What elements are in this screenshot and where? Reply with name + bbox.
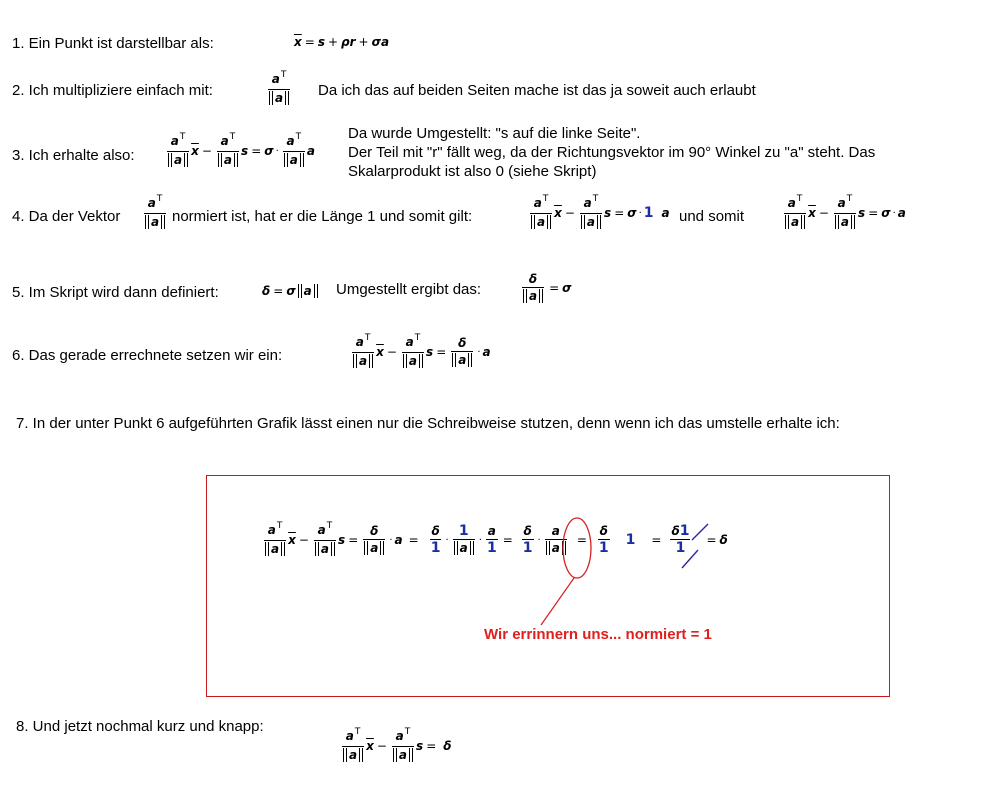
note-text: Wir errinnern uns... normiert = 1 <box>484 626 712 643</box>
formula-5-definition: δ = σ a <box>262 284 318 298</box>
line-7: 7. In der unter Punkt 6 aufgeführten Grafik lässt einen nur die Schreibweise stutzen, denn wenn ich das umstelle erhalte ich: <box>16 415 840 432</box>
line-1: 1. Ein Punkt ist darstellbar als: <box>12 35 214 52</box>
line-3-comment-3: Skalarprodukt ist also 0 (siehe Skript) <box>348 163 597 180</box>
formula-2: $\frac{a^T}{a}$ <box>266 72 292 106</box>
line-4-middle: normiert ist, hat er die Länge 1 und somit gilt: <box>172 208 473 225</box>
line-2-label: 2. Ich multipliziere einfach mit: <box>12 82 213 99</box>
line-3-label: 3. Ich erhalte also: <box>12 147 135 164</box>
formula-1: $\overline{x}$ = s + ρ r + σ a <box>294 35 390 49</box>
line-3-comment-2: Der Teil mit "r" fällt weg, da der Richtungsvektor im 90° Winkel zu "a" steht. Das <box>348 144 876 161</box>
strike-mark-bottom <box>682 550 698 568</box>
line-5-comment: Umgestellt ergibt das: <box>336 281 482 298</box>
line-3-comment-1: Da wurde Umgestellt: "s auf die linke Seite". <box>348 125 641 142</box>
formula-3: $\frac{a^T}{a}$ $\overline{x}$ − $\frac{a^T}{a}$ s = σ · $\frac{a^T}{a}$ a <box>165 134 315 168</box>
line-2-comment: Da ich das auf beiden Seiten mache ist das ja soweit auch erlaubt <box>318 82 756 99</box>
circled-fraction: $\frac{a}{a}$ <box>545 524 567 556</box>
formula-8: $\frac{a^T}{a}$ $\overline{x}$ − $\frac{a^T}{a}$ s = δ <box>340 729 452 763</box>
formula-7: $\frac{a^T}{a}$ $\overline{x}$ − $\frac{a^T}{a}$ s = $\frac{\delta}{a}$ · a = $\frac{\delta}{1}$ · $\frac{1}{a}$ · $\frac{a}{1}$ = $\frac{\delta}{1}$ · $\frac{a}{a}$ = $\frac{\delta}{1}$ 1 = $\frac{\delta 1}{1}$ = δ <box>262 523 728 557</box>
strike-mark-top <box>692 524 708 540</box>
line-4-end: und somit <box>679 208 745 225</box>
highlight-circle <box>563 518 591 578</box>
formula-4-vector: $\frac{a^T}{a}$ <box>142 196 168 230</box>
line-4-label: 4. Da der Vektor <box>12 208 121 225</box>
line-5-label: 5. Im Skript wird dann definiert: <box>12 284 219 301</box>
formula-6: $\frac{a^T}{a}$ $\overline{x}$ − $\frac{a^T}{a}$ s = $\frac{\delta}{a}$ · a <box>350 335 491 369</box>
formula-5-rearranged: $\frac{\delta}{a}$ = σ <box>520 272 572 304</box>
line-8: 8. Und jetzt nochmal kurz und knapp: <box>16 718 264 735</box>
formula-4-result: $\frac{a^T}{a}$ $\overline{x}$ − $\frac{a^T}{a}$ s = σ · a <box>782 196 906 230</box>
pointer-line <box>541 578 574 625</box>
line-6-label: 6. Das gerade errechnete setzen wir ein: <box>12 347 283 364</box>
formula-4-equation: $\frac{a^T}{a}$ $\overline{x}$ − $\frac{a^T}{a}$ s = σ · 1 a <box>528 196 670 230</box>
